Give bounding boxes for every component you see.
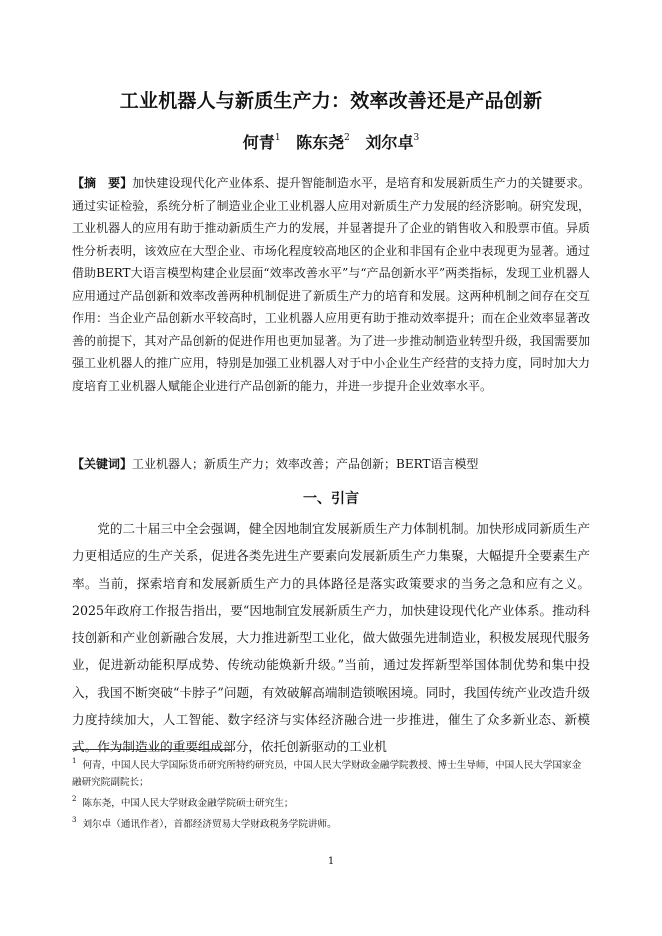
keywords-label: 【关键词】 bbox=[72, 457, 133, 471]
author-name: 陈东尧 bbox=[296, 133, 345, 152]
author-footnote-mark: 1 bbox=[274, 132, 281, 143]
footnote-mark: 3 bbox=[72, 815, 77, 824]
author-name: 刘尔卓 bbox=[365, 133, 414, 152]
author-name: 何青 bbox=[242, 133, 275, 152]
keywords bbox=[72, 453, 590, 475]
footnote bbox=[72, 816, 590, 833]
author-footnote-mark: 3 bbox=[413, 132, 420, 143]
footnote-text: 何青，中国人民大学国际货币研究所特约研究员，中国人民大学财政金融学院教授、博士生导师，中国人民大学国家金融研究院副院长； bbox=[72, 760, 582, 788]
abstract-label: 【摘 要】 bbox=[72, 176, 133, 190]
page-number: 1 bbox=[327, 856, 335, 867]
footnote bbox=[72, 757, 590, 791]
abstract-text: 加快建设现代化产业体系、提升智能制造水平，是培育和发展新质生产力的关键要求。通过实证检验，系统分析了制造业企业工业机器人应用对新质生产力发展的经济影响。研究发现，工业机器人的应用有助于推动新质生产力的发展，并显著提升了企业的销售收入和股票市值。异质性分析表明，该效应在大型企业、市场化程度较高地区的企业和非国有企业中表现更为显著。通过借助BERT大语言模型构建企业层面“效率改善水平”与“产品创新水平”两类指标，发现工业机器人应用通过产品创新和效率改善两种机制促进了新质生产力的培育和发展。这两种机制之间存在交互作用：当企业产品创新水平较高时，工业机器人应用更有助于推动效率提升；而在企业效率显著改善的前提下，其对产品创新的促进作用也更加显著。为了进一步推动制造业转型升级，我国需要加强工业机器人的推广应用，特别是加强工业机器人对于中小企业生产经营的支持力度，同时加大力度培育工业机器人赋能企业进行产品创新的能力，并进一步提升企业效率水平。 bbox=[72, 176, 590, 393]
footnote-text: 陈东尧，中国人民大学财政金融学院硕士研究生； bbox=[82, 798, 294, 809]
author-footnote-mark: 2 bbox=[344, 132, 350, 143]
footnote-mark: 2 bbox=[72, 794, 77, 803]
footnotes bbox=[72, 757, 590, 837]
author-list bbox=[0, 130, 662, 153]
section-heading: 一、引言 bbox=[303, 491, 359, 507]
paper-title: 工业机器人与新质生产力：效率改善还是产品创新 bbox=[119, 90, 543, 112]
footnote bbox=[72, 795, 590, 812]
keywords-text: 工业机器人；新质生产力；效率改善；产品创新；BERT语言模型 bbox=[132, 457, 479, 471]
footnote-text: 刘尔卓（通讯作者），首都经济贸易大学财政税务学院讲师。 bbox=[82, 819, 337, 830]
abstract bbox=[72, 172, 590, 397]
footnote-divider bbox=[72, 749, 232, 750]
footnote-mark: 1 bbox=[72, 756, 77, 765]
intro-paragraph: 党的二十届三中全会强调，健全因地制宜发展新质生产力体制机制。加快形成同新质生产力更相适应的生产关系，促进各类先进生产要素向发展新质生产力集聚，大幅提升全要素生产率。当前，探索培育和发展新质生产力的具体路径是落实政策要求的当务之急和应有之义。2025年政府工作报告指出，要“因地制宜发展新质生产力，加快建设现代化产业体系。推动科技创新和产业创新融合发展，大力推进新型工业化，做大做强先进制造业，积极发展现代服务业，促进新动能积厚成势、传统动能焕新升级。”当前，通过发挥新型举国体制优势和集中投入，我国不断突破“卡脖子”问题，有效破解高端制造锁喉困境。同时，我国传统产业改造升级力度持续加大，人工智能、数字经济与实体经济融合进一步推进，催生了众多新业态、新模式。作为制造业的重要组成部分，依托创新驱动的工业机 bbox=[72, 521, 590, 755]
